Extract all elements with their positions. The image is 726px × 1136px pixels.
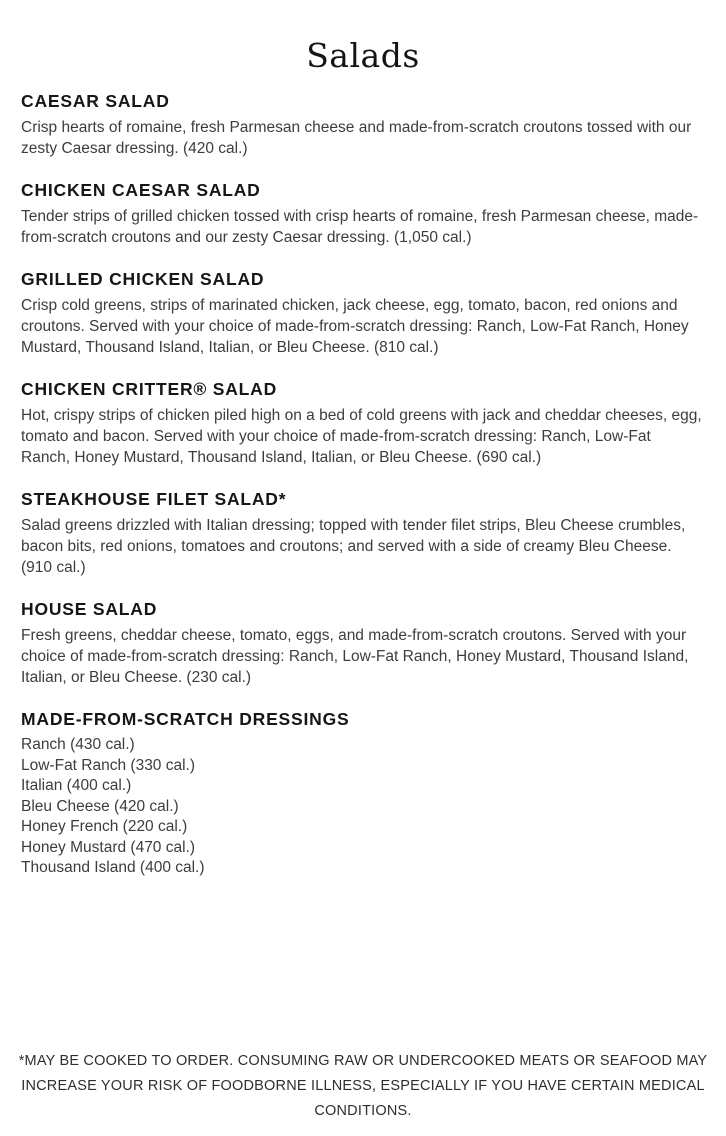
menu-item-chicken-critter-salad [21,379,704,468]
dressing-item: Thousand Island (400 cal.) [21,859,205,876]
menu-item-name: GRILLED CHICKEN SALAD [21,269,265,289]
dressings-heading: MADE-FROM-SCRATCH DRESSINGS [21,709,350,729]
disclaimer [0,1049,726,1124]
page-title: Salads [306,36,420,75]
menu-item-description: Tender strips of grilled chicken tossed with crisp hearts of romaine, fresh Parmesan cheese, made-from-scratch croutons and our zesty Caesar dressing. (1,050 cal.) [21,208,699,246]
menu-item-description: Salad greens drizzled with Italian dressing; topped with tender filet strips, Bleu Cheese crumbles, bacon bits, red onions, tomatoes and croutons; and served with a side of creamy Bleu Cheese. (910 cal.) [21,517,686,576]
menu-item-name: HOUSE SALAD [21,599,158,619]
menu-item-steakhouse-filet-salad [21,489,704,578]
dressing-item: Bleu Cheese (420 cal.) [21,797,179,815]
dressing-item: Honey Mustard (470 cal.) [21,838,196,856]
menu-item-description: Crisp hearts of romaine, fresh Parmesan cheese and made-from-scratch croutons tossed with our zesty Caesar dressing. (420 cal.) [21,119,692,157]
menu-item-name: CHICKEN CRITTER® SALAD [21,379,278,399]
menu-item-grilled-chicken-salad [21,269,704,358]
dressing-item: Italian (400 cal.) [21,777,132,794]
dressing-item: Ranch (430 cal.) [21,736,135,753]
menu-item-description: Hot, crispy strips of chicken piled high on a bed of cold greens with jack and cheddar cheeses, egg, tomato and bacon. Served with your choice of made-from-scratch dressing: Ranch, Low-Fat Ranch, Honey Mustard, Thousand Island, Italian, or Bleu Cheese. (690 cal.) [21,407,702,466]
menu-item-chicken-caesar-salad [21,180,704,248]
menu-item-description: Fresh greens, cheddar cheese, tomato, eggs, and made-from-scratch croutons. Served with your choice of made-from-scratch dressing: Ranch, Low-Fat Ranch, Honey Mustard, Thousand Island, Italian, or Bleu Cheese. (230 cal.) [21,627,689,686]
disclaimer-text: *MAY BE COOKED TO ORDER. CONSUMING RAW OR UNDERCOOKED MEATS OR SEAFOOD MAY INCREASE YOUR RISK OF FOODBORNE ILLNESS, ESPECIALLY IF YOU HAVE CERTAIN MEDICAL CONDITIONS. [18,1053,708,1119]
dressings-section [21,709,704,879]
menu-item-name: CAESAR SALAD [21,91,170,111]
menu-section [0,75,726,879]
dressing-item: Honey French (220 cal.) [21,818,188,835]
menu-item-description: Crisp cold greens, strips of marinated chicken, jack cheese, egg, tomato, bacon, red onions and croutons. Served with your choice of made-from-scratch dressing: Ranch, Low-Fat Ranch, Honey Mustard, Thousand Island, Italian, or Bleu Cheese. (810 cal.) [21,297,689,356]
menu-item-house-salad [21,599,704,688]
dressing-list [21,735,704,879]
menu-item-name: CHICKEN CAESAR SALAD [21,180,261,200]
menu-item-name: STEAKHOUSE FILET SALAD* [21,489,287,509]
menu-item-caesar-salad [21,91,704,159]
dressing-item: Low-Fat Ranch (330 cal.) [21,756,196,774]
